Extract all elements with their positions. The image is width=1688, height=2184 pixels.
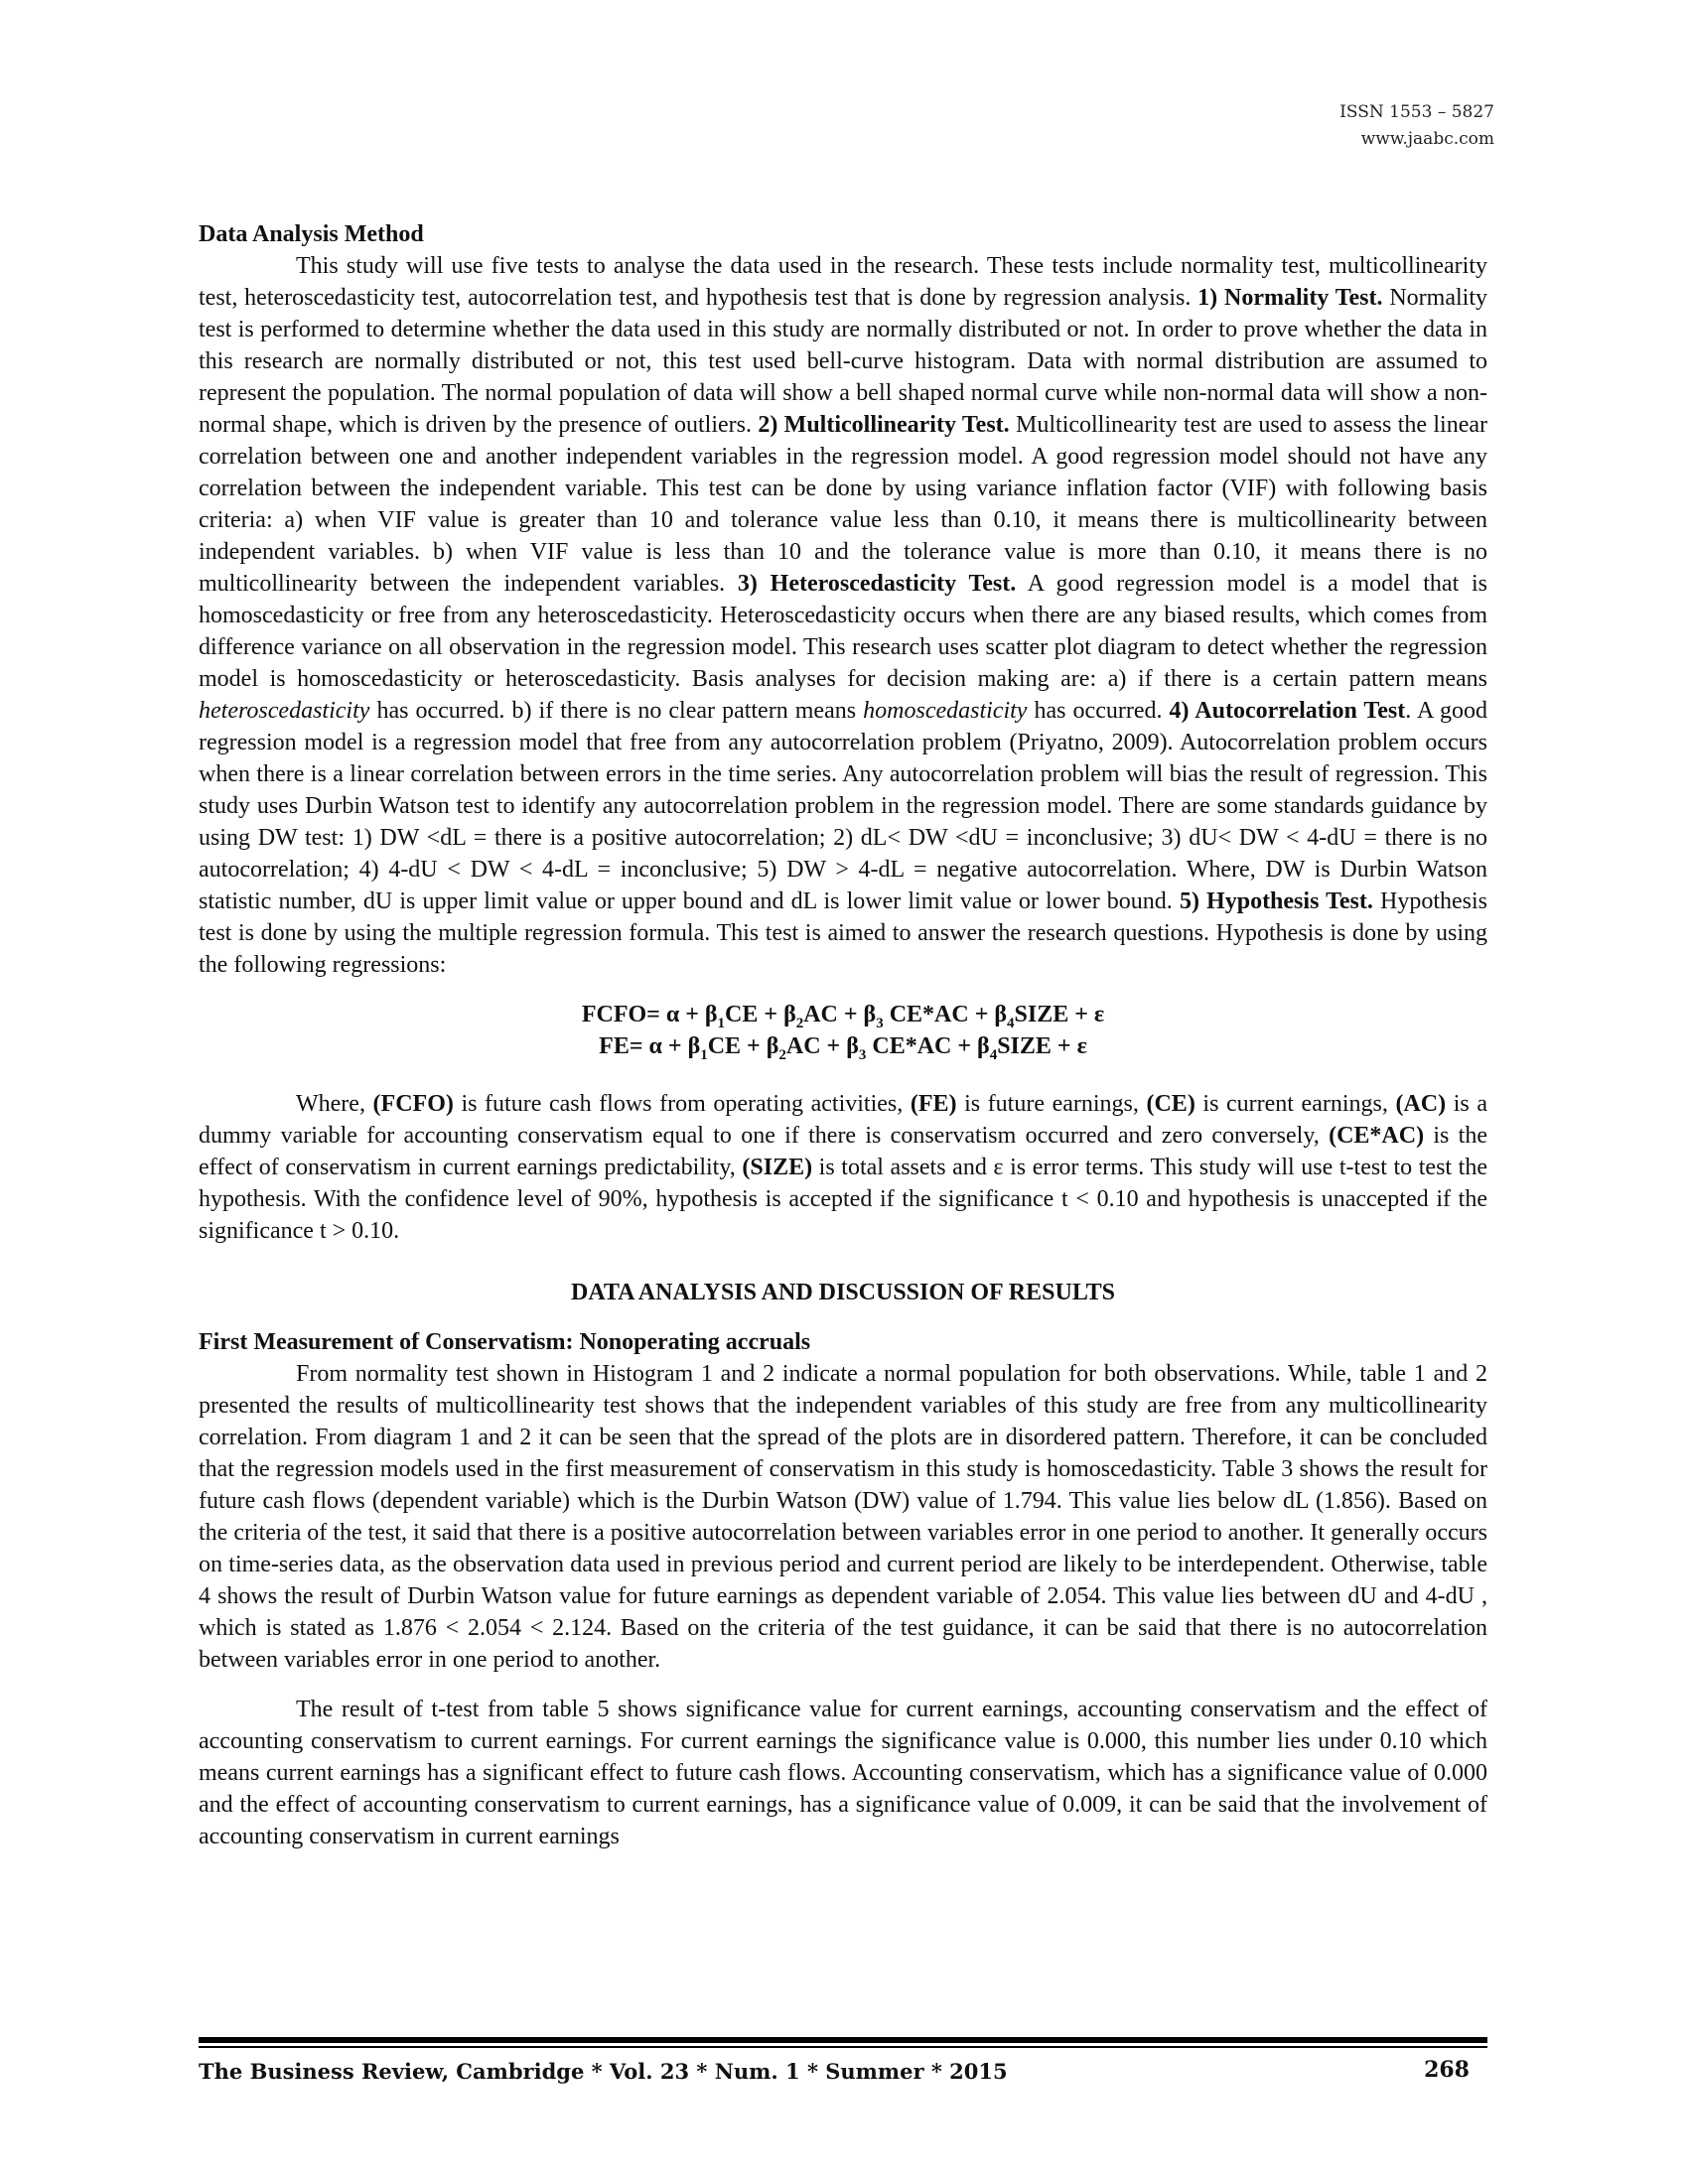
subheading-first-measurement: First Measurement of Conservatism: Nonoperating accruals — [199, 1329, 811, 1355]
formula-subscript: 3 — [876, 1015, 884, 1031]
bold-run: 2) Multicollinearity Test. — [758, 412, 1010, 438]
formula-part: AC + β — [803, 1002, 877, 1027]
text-run: is total assets and ε is error terms. This study will use t-test to test the hypothesis. With the confidence level of 90%, hypothesis is accepted if the significance t < 0.10 and hypothesis is unaccepted if the significance t > 0.10. — [199, 1155, 1488, 1244]
bold-run: 4) Autocorrelation Test — [1169, 698, 1406, 724]
paragraph-results-1: From normality test shown in Histogram 1 and 2 indicate a normal population for both observations. While, table 1 and 2 presented the results of multicollinearity test shows that the independent variables of this study are free from any multicollinearity correlation. From diagram 1 and 2 it can be seen that the spread of the plots are in disordered pattern. Therefore, it can be concluded that the regression models used in the first measurement of conservatism in this study is homoscedasticity. Table 3 shows the result for future cash flows (dependent variable) which is the Durbin Watson (DW) value of 1.794. This value lies below dL (1.856). Based on the criteria of the test, it said that there is a positive autocorrelation between variables error in one period to another. It generally occurs on time-series data, as the observation data used in previous period and current period are likely to be interdependent. Otherwise, table 4 shows the result of Durbin Watson value for future earnings as dependent variable of 2.054. This value lies between dU and 4-dU , which is stated as 1.876 < 2.054 < 2.124. Based on the criteria of the test guidance, it can be said that there is no autocorrelation between variables error in one period to another. — [199, 1361, 1487, 1673]
formula-subscript: 3 — [858, 1046, 867, 1063]
footer-rule-thin — [199, 2046, 1487, 2048]
bold-run: 3) Heteroscedasticity Test. — [737, 571, 1017, 597]
text-run: is future cash flows from operating activities, — [453, 1091, 911, 1117]
page-header — [1339, 99, 1494, 153]
text-run: has occurred. b) if there is no clear pattern means — [369, 698, 864, 724]
text-run: is future earnings, — [956, 1091, 1147, 1117]
text-run: This study will use five tests to analyse the data used in the research. These tests include normality test, multicollinearity test, heteroscedasticity test, autocorrelation test, and hypothesis test that is done by regression analysis. — [199, 253, 1487, 311]
formula-subscript: 2 — [795, 1015, 804, 1031]
bold-run: (CE) — [1146, 1091, 1196, 1117]
text-run: is a dummy variable for accounting conservatism equal to one if there is conservatism occurred and zero conversely, — [199, 1091, 1487, 1149]
bold-run: (FCFO) — [372, 1091, 454, 1117]
formula-fe — [199, 1030, 1487, 1062]
bold-run: 5) Hypothesis Test. — [1179, 888, 1373, 914]
section-heading-data-analysis-method: Data Analysis Method — [199, 221, 424, 247]
text-run: . A good regression model is a regression model that free from any autocorrelation problem (Priyatno, 2009). Autocorrelation problem occurs when there is a linear correlation between errors in the time series. Any autocorrelation problem will bias the result of regression. This study uses Durbin Watson test to identify any autocorrelation problem in the regression model. There are some standards guidance by using DW test: 1) DW <dL = there is a positive autocorrelation; 2) dL< DW <dU = inconclusive; 3) dU< DW < 4-dU = there is no autocorrelation; 4) 4-dU < DW < 4-dL = inconclusive; 5) DW > 4-dL = negative autocorrelation. Where, DW is Durbin Watson statistic number, dU is upper limit value or upper bound and dL is lower limit value or lower bound. — [199, 698, 1488, 914]
section-heading-results: DATA ANALYSIS AND DISCUSSION OF RESULTS — [571, 1280, 1115, 1305]
paragraph-results-2: The result of t-test from table 5 shows significance value for current earnings, accounting conservatism and the effect of accounting conservatism to current earnings. For current earnings the significance value is 0.000, this number lies under 0.10 which means current earnings has a significant effect to future cash flows. Accounting conservatism, which has a significance value of 0.000 and the effect of accounting conservatism to current earnings, has a significance value of 0.009, it can be said that the involvement of accounting conservatism in current earnings — [199, 1697, 1487, 1849]
footer-journal-citation: The Business Review, Cambridge * Vol. 23 * Num. 1 * Summer * 2015 — [199, 2059, 1008, 2084]
formula-subscript: 1 — [700, 1046, 708, 1063]
formula-part: AC + β — [785, 1033, 859, 1059]
text-run: is current earnings, — [1195, 1091, 1396, 1117]
formula-part: FCFO= α + β — [581, 1002, 718, 1027]
bold-run: (SIZE) — [742, 1155, 813, 1180]
paragraph-methods — [199, 250, 1487, 981]
formula-part: CE + β — [707, 1033, 779, 1059]
text-run: has occurred. — [1027, 698, 1170, 724]
footer-rule — [199, 2037, 1487, 2043]
formula-part: CE + β — [725, 1002, 796, 1027]
text-run: Where, — [296, 1091, 373, 1117]
bold-run: (FE) — [910, 1091, 957, 1117]
italic-run: heteroscedasticity — [199, 698, 370, 724]
bold-run: (CE*AC) — [1329, 1123, 1425, 1149]
formula-subscript: 2 — [778, 1046, 786, 1063]
text-run: Hypothesis test is done by using the multiple regression formula. This test is aimed to answer the research questions. Hypothesis is done by using the following regressions: — [199, 888, 1488, 978]
page-body — [199, 218, 1487, 1852]
paragraph-variable-definitions — [199, 1088, 1487, 1247]
formula-part: SIZE + ε — [997, 1033, 1087, 1059]
formula-part: CE*AC + β — [883, 1002, 1008, 1027]
italic-run: homoscedasticity — [863, 698, 1028, 724]
formula-fcfo — [199, 999, 1487, 1030]
formula-part: CE*AC + β — [866, 1033, 990, 1059]
bold-run: (AC) — [1395, 1091, 1447, 1117]
text-run: Normality test is performed to determine whether the data used in this study are normally distributed or not. In order to prove whether the data in this research are normally distributed or not, this test used bell-curve histogram. Data with normal distribution are assumed to represent the population. The normal population of data will show a bell shaped normal curve while non-normal data will show a non-normal shape, which is driven by the presence of outliers. — [199, 285, 1488, 438]
issn-text: ISSN 1553 – 5827 — [1339, 102, 1494, 122]
text-run: Multicollinearity test are used to assess the linear correlation between one and another independent variables in the regression model. A good regression model should not have any correlation between the independent variable. This test can be done by using variance inflation factor (VIF) with following basis criteria: a) when VIF value is greater than 10 and tolerance value less than 0.10, it means there is multicollinearity between independent variables. b) when VIF value is less than 10 and the tolerance value is more than 0.10, it means there is no multicollinearity between the independent variables. — [199, 412, 1487, 597]
bold-run: 1) Normality Test. — [1197, 285, 1383, 311]
formula-subscript: 4 — [989, 1046, 998, 1063]
formula-part: SIZE + ε — [1014, 1002, 1105, 1027]
page-number: 268 — [1424, 2057, 1470, 2083]
formula-part: FE= α + β — [599, 1033, 701, 1059]
text-run: A good regression model is a model that is homoscedasticity or free from any heteroscedasticity. Heteroscedasticity occurs when there are any biased results, which comes from difference variance on all observation in the regression model. This research uses scatter plot diagram to detect whether the regression model is homoscedasticity or heteroscedasticity. Basis analyses for decision making are: a) if there is a certain pattern means — [199, 571, 1487, 692]
formula-subscript: 4 — [1007, 1015, 1015, 1031]
website-text: www.jaabc.com — [1360, 129, 1494, 149]
text-run: is the effect of conservatism in current earnings predictability, — [199, 1123, 1487, 1180]
formula-subscript: 1 — [717, 1015, 726, 1031]
